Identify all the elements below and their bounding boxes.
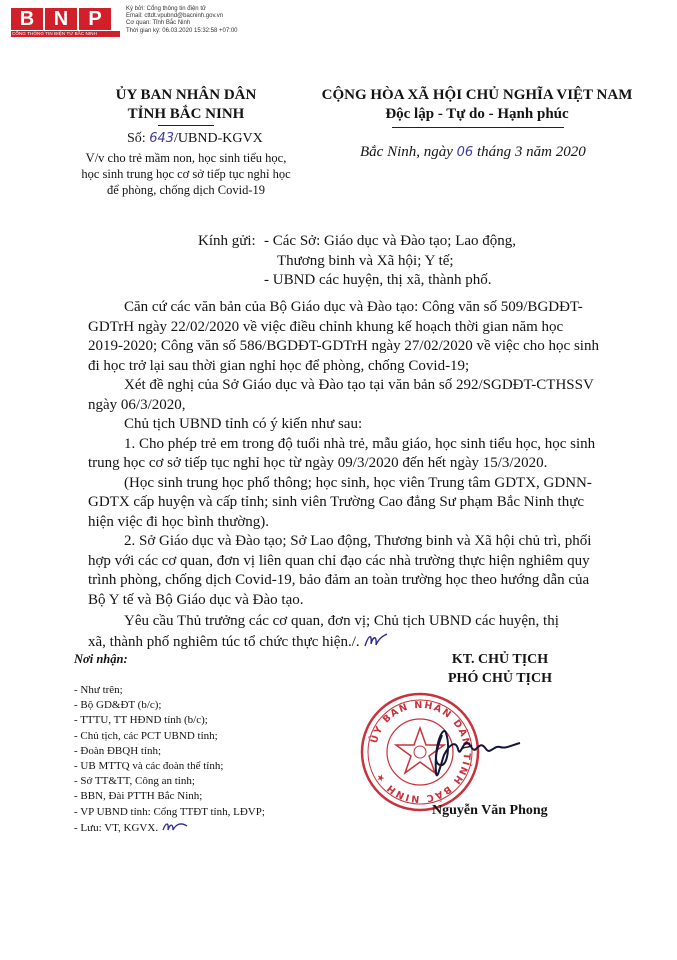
logo-letter-b: B [11, 8, 43, 30]
recipient-line-2: Thương binh và Xã hội; Y tế; [277, 252, 454, 269]
p7-line-1: Yêu cầu Thủ trưởng các cơ quan, đơn vị; Chủ tịch UBND các huyện, thị [124, 613, 559, 629]
p4-line-1: 1. Cho phép trẻ em trong độ tuổi nhà trẻ, mẫu giáo, học sinh tiểu học, học sinh [124, 435, 596, 452]
distribution-item: - Bộ GD&ĐT (b/c); [74, 699, 162, 712]
date-day: 06 [456, 145, 474, 160]
distribution-item-last: - Lưu: VT, KGVX. [74, 821, 159, 834]
subject-line-3: để phòng, chống dịch Covid-19 [107, 183, 265, 197]
distribution-item: - VP UBND tỉnh: Cổng TTĐT tỉnh, LĐVP; [74, 805, 265, 818]
number-prefix: Số: [127, 131, 146, 146]
recipient-line-3: - UBND các huyện, thị xã, thành phố. [264, 272, 492, 288]
distribution-item: - Đoàn ĐBQH tỉnh; [74, 744, 162, 757]
national-header [312, 86, 642, 124]
agency-underline [158, 125, 214, 126]
signature-line-email: Email: cttdt.vpubnd@bacninh.gov.vn [126, 13, 224, 20]
nation-line-2: Độc lập - Tự do - Hạnh phúc [385, 106, 569, 122]
agency-name [92, 86, 280, 124]
date-suffix: tháng 3 năm 2020 [476, 144, 586, 160]
svg-text:ỦY BAN NHÂN DÂN TỈNH BẮC NINH: ỦY BAN NHÂN DÂN TỈNH BẮC NINH ★ [368, 699, 473, 805]
recipient-line-1: - Các Sở: Giáo dục và Đào tạo; Lao động, [264, 233, 517, 249]
distribution-item: - Sở TT&TT, Công an tỉnh; [74, 775, 195, 788]
p1-line-2: GDTrH ngày 22/02/2020 về việc điều chỉnh khung kế hoạch thời gian năm học [88, 318, 564, 335]
distribution-title: Nơi nhận: [74, 652, 128, 666]
distribution-item: - TTTU, TT HĐND tỉnh (b/c); [74, 714, 208, 727]
p6-line-1: 2. Sở Giáo dục và Đào tạo; Sở Lao động, Thương binh và Xã hội chủ trì, phối [124, 533, 592, 549]
signature-line-signer: Ký bởi: Cổng thông tin điện tử [126, 6, 206, 12]
subject-line-1: V/v cho trẻ mầm non, học sinh tiểu học, [85, 151, 287, 165]
p7-line-2 [88, 632, 648, 653]
agency-line-2: TỈNH BẮC NINH [127, 106, 245, 122]
subject-line-2: học sinh trung học cơ sở tiếp tục nghỉ học [81, 167, 291, 181]
distribution-item: - UB MTTQ và các đoàn thể tỉnh; [74, 760, 224, 773]
document-subject [70, 150, 302, 198]
bnp-logo [11, 8, 120, 38]
p2-line-2: ngày 06/3/2020, [88, 396, 186, 413]
handwritten-signature-icon [420, 715, 530, 785]
p3-line-1: Chủ tịch UBND tỉnh có ý kiến như sau: [124, 416, 363, 432]
role-line-1: KT. CHỦ TỊCH [451, 652, 549, 667]
signature-line-agency: Cơ quan: Tỉnh Bắc Ninh [126, 20, 191, 27]
date-prefix: Bắc Ninh, ngày [360, 144, 453, 160]
distribution-item: - Như trên; [74, 684, 123, 696]
p5-line-2: GDTX cấp huyện và cấp tỉnh; sinh viên Trường Cao đẳng Sư phạm Bắc Ninh thực [88, 494, 585, 510]
p7-line-2-text: xã, thành phố nghiêm túc tổ chức thực hiện./. [88, 633, 360, 650]
logo-letters [11, 8, 120, 30]
p6-line-3: trình phòng, chống dịch Covid-19, bảo đảm an toàn trường học theo hướng dẫn của [88, 572, 590, 588]
motto-underline [392, 127, 564, 128]
distribution-list [74, 683, 265, 836]
distribution-item: - Chủ tịch, các PCT UBND tỉnh; [74, 729, 218, 742]
logo-subtitle: CỔNG THÔNG TIN ĐIỆN TỬ BẮC NINH [11, 31, 120, 37]
p4-line-2: trung học cơ sở tiếp tục nghỉ học từ ngày 09/3/2020 đến hết ngày 15/3/2020. [88, 455, 548, 471]
initial-mark-icon [363, 632, 389, 650]
role-line-2: PHÓ CHỦ TỊCH [448, 671, 552, 686]
number-value: 643 [149, 131, 175, 146]
p5-line-3: hiện việc đi học bình thường). [88, 513, 270, 530]
initial-mark-icon [161, 820, 189, 834]
signer-name: Nguyễn Văn Phong [432, 803, 548, 818]
document-number [127, 130, 263, 148]
logo-letter-p: P [79, 8, 111, 30]
recipients-list [264, 232, 516, 291]
p1-line-1: Căn cứ các văn bản của Bộ Giáo dục và Đào tạo: Công văn số 509/BGDĐT- [124, 299, 583, 315]
signer-role [400, 650, 600, 688]
p6-line-4: Bộ Y tế và Bộ Giáo dục và Đào tạo. [88, 591, 304, 608]
p6-line-2: hợp với các cơ quan, đơn vị liên quan chỉ đạo các nhà trường thực hiện nghiêm quy [88, 552, 590, 569]
p1-line-3: 2019-2020; Công văn số 586/BGDĐT-GDTrH ngày 27/02/2020 về việc cho học sinh [88, 338, 599, 354]
digital-signature-info [126, 6, 238, 35]
document-date [360, 142, 586, 163]
nation-line-1: CỘNG HÒA XÃ HỘI CHỦ NGHĨA VIỆT NAM [321, 87, 633, 103]
distribution-item [74, 820, 265, 836]
document-body [88, 298, 648, 652]
p1-line-4: đi học trở lại sau thời gian nghỉ học để phòng, chống Covid-19; [88, 357, 470, 374]
agency-line-1: ỦY BAN NHÂN DÂN [115, 87, 257, 103]
logo-letter-n: N [45, 8, 77, 30]
recipients-label: Kính gửi: [198, 233, 256, 249]
p5-line-1: (Học sinh trung học phổ thông; học sinh, học viên Trung tâm GDTX, GDNN- [124, 474, 592, 491]
signature-line-time: Thời gian ký: 06.03.2020 15:32:58 +07:00 [126, 27, 238, 34]
number-suffix: /UBND-KGVX [174, 131, 263, 146]
distribution-item: - BBN, Đài PTTH Bắc Ninh; [74, 790, 203, 803]
p2-line-1: Xét đề nghị của Sở Giáo dục và Đào tạo tại văn bản số 292/SGDĐT-CTHSSV [124, 377, 594, 393]
